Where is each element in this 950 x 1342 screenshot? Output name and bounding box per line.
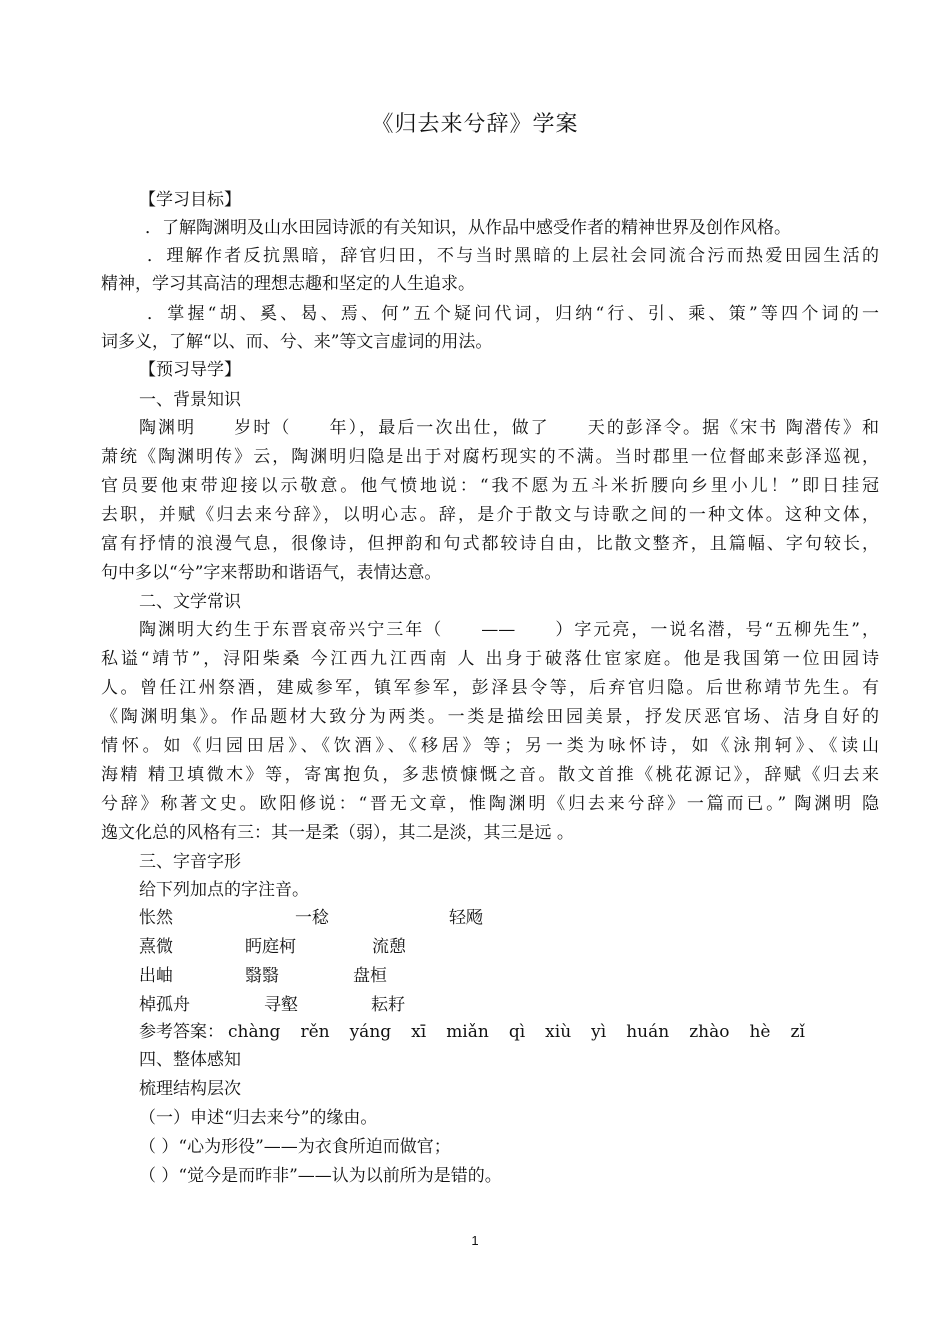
characters-intro: 给下列加点的字注音。 <box>139 880 309 900</box>
pinyin-answer: zǐ <box>790 1022 805 1042</box>
literature-line-6: 海精 精卫填微木》等，寄寓抱负，多悲愤慷慨之音。散文首推《桃花源记》，辞赋《归去来 <box>101 765 879 785</box>
background-line-4: 去职，并赋《归去来兮辞》，以明心志。辞，是介于散文与诗歌之间的一种文体。这种文体， <box>101 505 879 525</box>
char-item: 流憩 <box>372 937 406 957</box>
background-line-3: 官员要他束带迎接以示敬意。他气愤地说：“我不愿为五斗米折腰向乡里小儿！”即日挂冠 <box>101 476 879 496</box>
objective-3b: 词多义，了解“以、而、兮、来”等文言虚词的用法。 <box>101 332 493 352</box>
char-item: 棹孤舟 <box>139 995 190 1015</box>
char-item: 怅然 <box>139 908 173 928</box>
objective-3a: ．掌握“胡、奚、曷、焉、何”五个疑问代词，归纳“行、引、乘、策”等四个词的一 <box>147 304 879 324</box>
char-item: 耘耔 <box>371 995 405 1015</box>
page-title: 《归去来兮辞》学案 <box>371 112 579 137</box>
pinyin-answer: qì <box>508 1022 526 1042</box>
pinyin-answer: xiù <box>545 1022 572 1042</box>
objective-1: ．了解陶渊明及山水田园诗派的有关知识，从作品中感受作者的精神世界及创作风格。 <box>145 218 791 238</box>
background-line-5: 富有抒情的浪漫气息，很像诗，但押韵和句式都较诗自由，比散文整齐，且篇幅、字句较长， <box>101 534 879 554</box>
literature-line-8: 逸文化总的风格有三：其一是柔（弱），其二是淡，其三是远 。 <box>101 823 574 843</box>
characters-header: 三、字音字形 <box>139 852 241 872</box>
background-line-1: 陶渊明 岁时（ 年），最后一次出仕，做了 天的彭泽令。据《宋书 陶潜传》和 <box>139 418 879 438</box>
pinyin-answer: huán <box>626 1022 670 1042</box>
structure-item-3: （ ）“觉今是而昨非”——认为以前所为是错的。 <box>139 1166 502 1186</box>
pinyin-answer: xī <box>411 1022 427 1042</box>
char-item: 熹微 <box>139 937 173 957</box>
pinyin-answer: rěn <box>300 1022 330 1042</box>
pinyin-answer: yáng <box>349 1022 392 1042</box>
preview-header: 【预习导学】 <box>139 360 241 380</box>
objective-2a: ．理解作者反抗黑暗，辞官归田，不与当时黑暗的上层社会同流合污而热爱田园生活的 <box>147 246 879 266</box>
pinyin-answer: zhào <box>689 1022 730 1042</box>
literature-line-2: 私谥“靖节”，浔阳柴桑 今江西九江西南 人 出身于破落仕宦家庭。他是我国第一位田园诗 <box>101 649 879 669</box>
literature-line-3: 人。曾任江州祭酒，建威参军，镇军参军，彭泽县令等，后弃官归隐。后世称靖节先生。有 <box>101 678 879 698</box>
structure-header: 梳理结构层次 <box>139 1079 241 1099</box>
char-item: 翳翳 <box>245 966 279 986</box>
literature-header: 二、文学常识 <box>139 592 241 612</box>
char-item: 一稔 <box>295 908 329 928</box>
char-item: 眄庭柯 <box>245 937 296 957</box>
answers-label: 参考答案： <box>139 1022 224 1042</box>
char-item: 盘桓 <box>353 966 387 986</box>
structure-item-1: （一）申述“归去来兮”的缘由。 <box>139 1108 378 1128</box>
objectives-header: 【学习目标】 <box>139 190 241 210</box>
background-header: 一、背景知识 <box>139 390 241 410</box>
pinyin-answer: hè <box>749 1022 771 1042</box>
literature-line-4: 《陶渊明集》。作品题材大致分为两类。一类是描绘田园美景，抒发厌恶官场、洁身自好的 <box>101 707 879 727</box>
objective-2b: 精神，学习其高洁的理想志趣和坚定的人生追求。 <box>101 274 475 294</box>
page-number: 1 <box>471 1233 479 1248</box>
pinyin-answer: miǎn <box>446 1022 489 1042</box>
literature-line-5: 情怀。如《归园田居》、《饮酒》、《移居》等；另一类为咏怀诗，如《泳荆轲》、《读山 <box>101 736 879 756</box>
char-item: 出岫 <box>139 966 173 986</box>
background-line-2: 萧统《陶渊明传》云，陶渊明归隐是出于对腐朽现实的不满。当时郡里一位督邮来彭泽巡视， <box>101 447 879 467</box>
structure-item-2: （ ）“心为形役”——为衣食所迫而做官； <box>139 1137 451 1157</box>
char-item: 寻壑 <box>264 995 298 1015</box>
pinyin-answer: chàng <box>228 1022 281 1042</box>
pinyin-answer: yì <box>591 1022 607 1042</box>
literature-line-1: 陶渊明大约生于东晋哀帝兴宁三年（ —— ）字元亮，一说名潜，号“五柳先生”， <box>139 620 879 640</box>
background-line-6: 句中多以“兮”字来帮助和谐语气，表情达意。 <box>101 563 442 583</box>
literature-line-7: 兮辞》称著文史。欧阳修说：“晋无文章，惟陶渊明《归去来兮辞》一篇而已。” 陶渊明 隐 <box>101 794 879 814</box>
overall-header: 四、整体感知 <box>139 1050 241 1070</box>
reference-answers <box>139 1018 819 1046</box>
char-item: 轻飏 <box>449 908 483 928</box>
